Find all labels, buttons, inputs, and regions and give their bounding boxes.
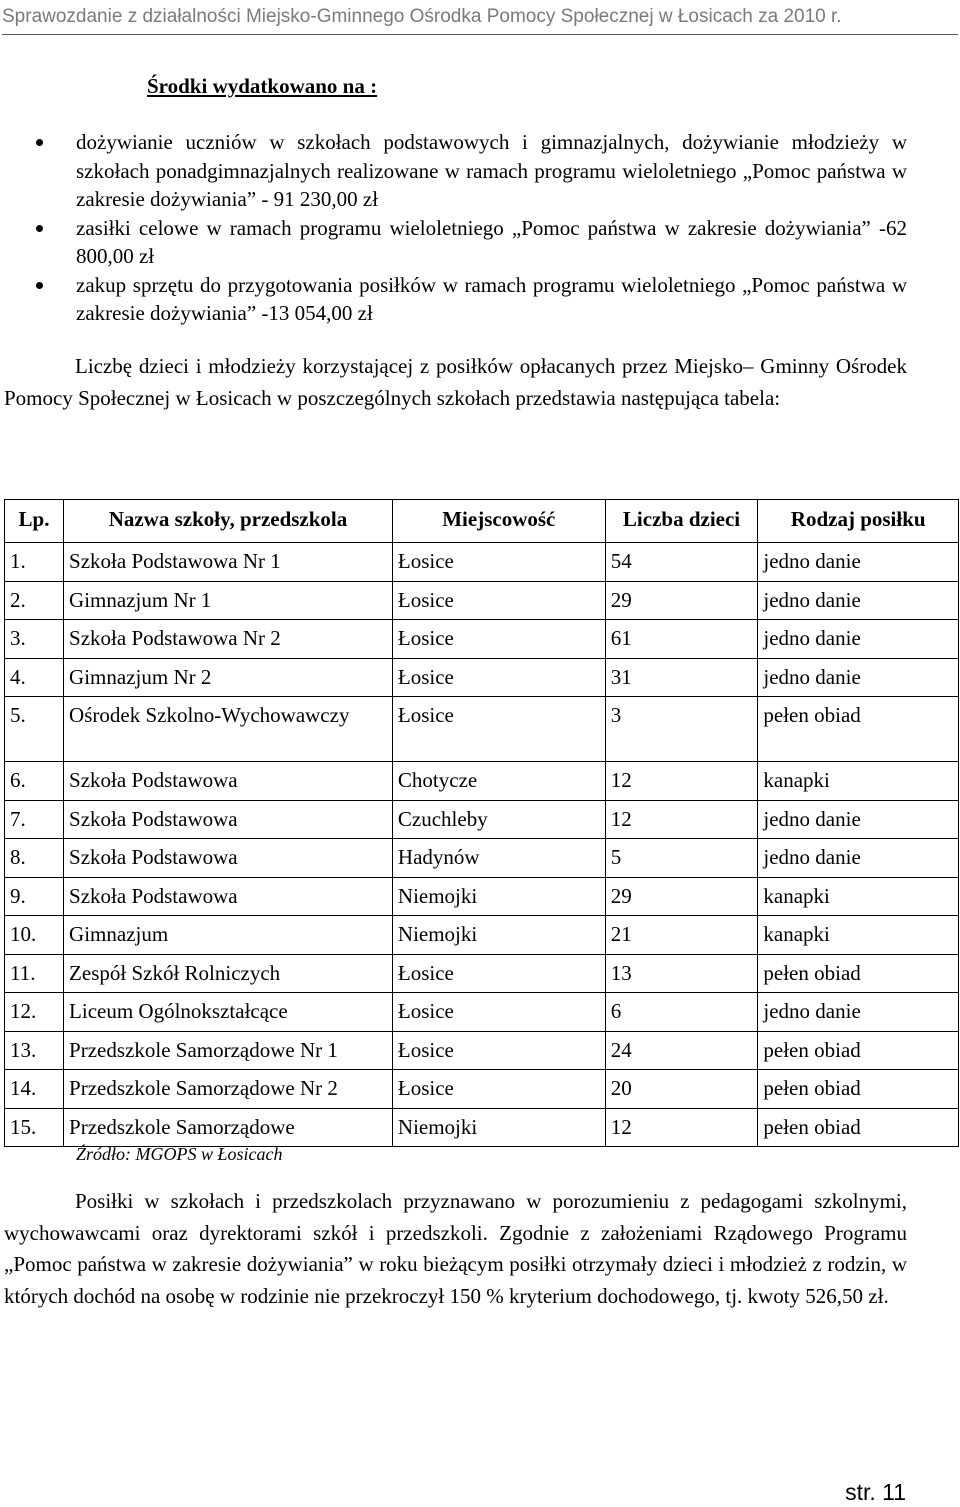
cell-count: 24 <box>605 1031 758 1070</box>
column-header-name: Nazwa szkoły, przedszkola <box>64 500 393 543</box>
cell-meal: kanapki <box>758 916 959 955</box>
cell-city: Łosice <box>392 1070 605 1109</box>
source-note: Źródło: MGOPS w Łosicach <box>76 1144 283 1164</box>
cell-meal: kanapki <box>758 877 959 916</box>
cell-name: Przedszkole Samorządowe Nr 1 <box>64 1031 393 1070</box>
closing-paragraph: Posiłki w szkołach i przedszkolach przyznawano w porozumieniu z pedagogami szkolnymi, wychowawcami oraz dyrektorami szkół i przedszkoli. Zgodnie z założeniami Rządowego Programu „Pomoc państwa w zakresie dożywiania” w roku bieżącym posiłki otrzymały dzieci i młodzież z rodzin, w których dochód na osobę w rodzinie nie przekroczył 150 % kryterium dochodowego, tj. kwoty 526,50 zł. <box>4 1189 907 1308</box>
table-row <box>5 658 959 697</box>
table-row <box>5 800 959 839</box>
cell-lp: 3. <box>5 620 64 659</box>
table-row <box>5 697 959 762</box>
cell-meal: jedno danie <box>758 993 959 1032</box>
table-row <box>5 543 959 582</box>
cell-name: Przedszkole Samorządowe <box>64 1108 393 1147</box>
table-row <box>5 620 959 659</box>
cell-lp: 13. <box>5 1031 64 1070</box>
cell-name: Zespół Szkół Rolniczych <box>64 954 393 993</box>
cell-meal: jedno danie <box>758 800 959 839</box>
cell-name: Przedszkole Samorządowe Nr 2 <box>64 1070 393 1109</box>
column-header-city: Miejscowość <box>392 500 605 543</box>
cell-count: 12 <box>605 800 758 839</box>
list-item <box>76 271 907 328</box>
cell-lp: 14. <box>5 1070 64 1109</box>
cell-count: 20 <box>605 1070 758 1109</box>
list-item-text: dożywianie uczniów w szkołach podstawowych i gimnazjalnych, dożywianie młodzieży w szkołach ponadgimnazjalnych realizowane w ramach programu wieloletniego „Pomoc państwa w zakresie dożywiania” - 91 230,00 zł <box>76 130 907 211</box>
cell-name: Liceum Ogólnokształcące <box>64 993 393 1032</box>
table-row <box>5 1031 959 1070</box>
list-item-text: zasiłki celowe w ramach programu wieloletniego „Pomoc państwa w zakresie dożywiania” -62 800,00 zł <box>76 215 907 268</box>
table-row <box>5 993 959 1032</box>
cell-lp: 6. <box>5 762 64 801</box>
cell-count: 54 <box>605 543 758 582</box>
cell-lp: 9. <box>5 877 64 916</box>
cell-count: 3 <box>605 697 758 762</box>
page-header: Sprawozdanie z działalności Miejsko-Gminnego Ośrodka Pomocy Społecznej w Łosicach za 2010 r. <box>2 4 958 35</box>
cell-count: 13 <box>605 954 758 993</box>
cell-meal: jedno danie <box>758 581 959 620</box>
list-item <box>76 128 907 214</box>
cell-meal: jedno danie <box>758 658 959 697</box>
cell-name: Gimnazjum <box>64 916 393 955</box>
column-header-count: Liczba dzieci <box>605 500 758 543</box>
cell-lp: 11. <box>5 954 64 993</box>
cell-name: Szkoła Podstawowa <box>64 762 393 801</box>
cell-count: 6 <box>605 993 758 1032</box>
cell-city: Łosice <box>392 543 605 582</box>
cell-name: Szkoła Podstawowa <box>64 839 393 878</box>
cell-name: Szkoła Podstawowa Nr 2 <box>64 620 393 659</box>
cell-count: 29 <box>605 581 758 620</box>
cell-lp: 4. <box>5 658 64 697</box>
bullet-icon <box>36 282 43 289</box>
cell-name: Szkoła Podstawowa <box>64 800 393 839</box>
cell-meal: jedno danie <box>758 620 959 659</box>
cell-lp: 5. <box>5 697 64 762</box>
cell-count: 5 <box>605 839 758 878</box>
cell-city: Czuchleby <box>392 800 605 839</box>
cell-meal: pełen obiad <box>758 1108 959 1147</box>
cell-lp: 12. <box>5 993 64 1032</box>
cell-lp: 7. <box>5 800 64 839</box>
cell-city: Niemojki <box>392 1108 605 1147</box>
expense-list <box>0 128 960 328</box>
cell-city: Łosice <box>392 1031 605 1070</box>
table-row <box>5 1108 959 1147</box>
cell-meal: jedno danie <box>758 543 959 582</box>
cell-city: Łosice <box>392 993 605 1032</box>
cell-city: Łosice <box>392 620 605 659</box>
cell-count: 12 <box>605 1108 758 1147</box>
cell-count: 21 <box>605 916 758 955</box>
cell-city: Łosice <box>392 954 605 993</box>
cell-meal: jedno danie <box>758 839 959 878</box>
column-header-lp: Lp. <box>5 500 64 543</box>
cell-city: Łosice <box>392 697 605 762</box>
cell-meal: pełen obiad <box>758 954 959 993</box>
cell-city: Niemojki <box>392 877 605 916</box>
bullet-icon <box>36 139 43 146</box>
cell-lp: 1. <box>5 543 64 582</box>
cell-lp: 8. <box>5 839 64 878</box>
cell-meal: pełen obiad <box>758 1070 959 1109</box>
list-item-text: zakup sprzętu do przygotowania posiłków w ramach programu wieloletniego „Pomoc państwa w zakresie dożywiania” -13 054,00 zł <box>76 272 907 325</box>
cell-meal: kanapki <box>758 762 959 801</box>
intro-paragraph: Liczbę dzieci i młodzieży korzystającej z posiłków opłacanych przez Miejsko– Gminny Ośrodek Pomocy Społecznej w Łosicach w poszczególnych szkołach przedstawia następująca tabela: <box>4 354 907 410</box>
table-row <box>5 762 959 801</box>
cell-count: 29 <box>605 877 758 916</box>
table-row <box>5 1070 959 1109</box>
cell-count: 61 <box>605 620 758 659</box>
cell-lp: 2. <box>5 581 64 620</box>
list-item <box>76 214 907 271</box>
cell-city: Chotycze <box>392 762 605 801</box>
table-row <box>5 581 959 620</box>
cell-name: Gimnazjum Nr 2 <box>64 658 393 697</box>
cell-count: 31 <box>605 658 758 697</box>
cell-meal: pełen obiad <box>758 697 959 762</box>
cell-meal: pełen obiad <box>758 1031 959 1070</box>
cell-lp: 10. <box>5 916 64 955</box>
table-header-row <box>5 500 959 543</box>
bullet-icon <box>36 225 43 232</box>
cell-city: Łosice <box>392 658 605 697</box>
cell-name: Szkoła Podstawowa <box>64 877 393 916</box>
cell-city: Łosice <box>392 581 605 620</box>
table-row <box>5 954 959 993</box>
cell-name: Gimnazjum Nr 1 <box>64 581 393 620</box>
cell-city: Hadynów <box>392 839 605 878</box>
page-number: str. 11 <box>845 1479 906 1505</box>
cell-city: Niemojki <box>392 916 605 955</box>
cell-name: Ośrodek Szkolno-Wychowawczy <box>64 697 393 762</box>
table-row <box>5 839 959 878</box>
table-row <box>5 877 959 916</box>
table-row <box>5 916 959 955</box>
cell-name: Szkoła Podstawowa Nr 1 <box>64 543 393 582</box>
schools-table <box>4 499 959 1147</box>
cell-lp: 15. <box>5 1108 64 1147</box>
cell-count: 12 <box>605 762 758 801</box>
section-title: Środki wydatkowano na : <box>147 74 378 98</box>
column-header-meal: Rodzaj posiłku <box>758 500 959 543</box>
